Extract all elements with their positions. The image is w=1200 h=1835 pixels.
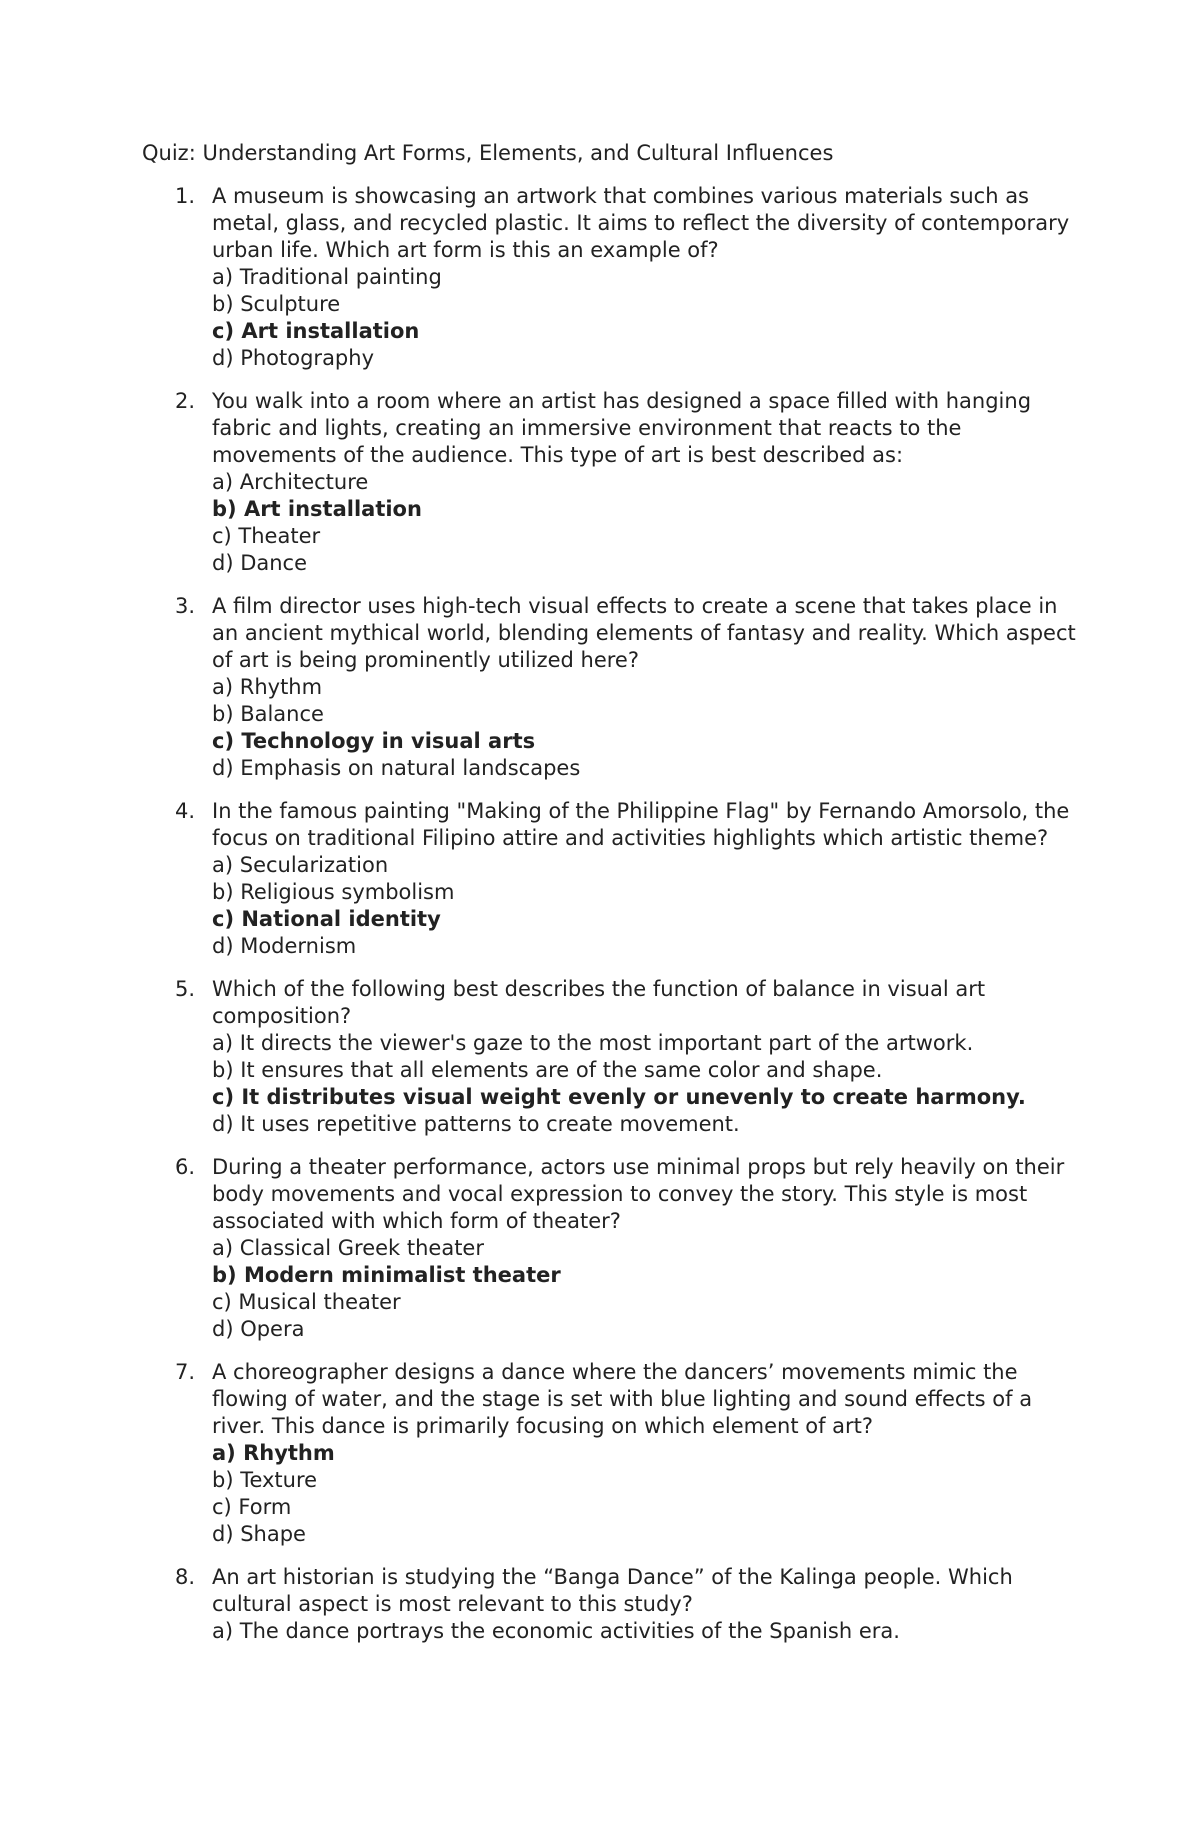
question-item <box>142 976 1082 1138</box>
question-item <box>142 1564 1082 1645</box>
answer-option: a) Architecture <box>212 470 369 494</box>
answer-option: b) Balance <box>212 702 324 726</box>
question-item <box>142 183 1082 372</box>
correct-answer-option: c) It distributes visual weight evenly or unevenly to create harmony. <box>212 1085 1026 1109</box>
question-number: 8. <box>175 1565 196 1589</box>
answer-option: b) Texture <box>212 1468 318 1492</box>
answer-option: a) Rhythm <box>212 675 323 699</box>
question-number: 1. <box>175 184 196 208</box>
answer-option: b) It ensures that all elements are of the same color and shape. <box>212 1058 883 1082</box>
answer-option: d) Emphasis on natural landscapes <box>212 756 581 780</box>
question-text: Which of the following best describes the function of balance in visual art composition? <box>212 977 986 1028</box>
question-number: 4. <box>175 799 196 823</box>
question-list <box>142 183 1082 1661</box>
question-item <box>142 593 1082 782</box>
question-text: A film director uses high-tech visual effects to create a scene that takes place in an ancient mythical world, blending elements of fantasy and reality. Which aspect of art is being prominently utilized here? <box>212 594 1076 672</box>
answer-options <box>212 852 1082 960</box>
answer-option: d) Photography <box>212 346 375 370</box>
correct-answer-option: b) Modern minimalist theater <box>212 1263 561 1287</box>
answer-option: c) Form <box>212 1495 292 1519</box>
question-item <box>142 1359 1082 1548</box>
question-number: 3. <box>175 594 196 618</box>
answer-option: a) The dance portrays the economic activities of the Spanish era. <box>212 1619 900 1643</box>
correct-answer-option: b) Art installation <box>212 497 422 521</box>
answer-option: c) Musical theater <box>212 1290 401 1314</box>
question-number: 7. <box>175 1360 196 1384</box>
answer-option: d) Modernism <box>212 934 357 958</box>
question-item <box>142 1154 1082 1343</box>
question-text: An art historian is studying the “Banga Dance” of the Kalinga people. Which cultural aspect is most relevant to this study? <box>212 1565 1013 1616</box>
answer-option: c) Theater <box>212 524 321 548</box>
answer-option: a) Secularization <box>212 853 389 877</box>
question-text: During a theater performance, actors use minimal props but rely heavily on their body movements and vocal expression to convey the story. This style is most associated with which form of theater? <box>212 1155 1065 1233</box>
correct-answer-option: c) Technology in visual arts <box>212 729 536 753</box>
answer-option: a) Classical Greek theater <box>212 1236 484 1260</box>
answer-option: b) Religious symbolism <box>212 880 455 904</box>
answer-option: d) Opera <box>212 1317 305 1341</box>
quiz-title: Quiz: Understanding Art Forms, Elements, and Cultural Influences <box>142 141 834 165</box>
question-text: A museum is showcasing an artwork that combines various materials such as metal, glass, and recycled plastic. It aims to reflect the diversity of contemporary urban life. Which art form is this an example of? <box>212 184 1070 262</box>
correct-answer-option: c) Art installation <box>212 319 420 343</box>
question-item <box>142 798 1082 960</box>
answer-options <box>212 469 1082 577</box>
answer-option: d) Dance <box>212 551 308 575</box>
answer-option: d) Shape <box>212 1522 306 1546</box>
answer-options <box>212 1618 1082 1645</box>
question-number: 5. <box>175 977 196 1001</box>
question-text: In the famous painting "Making of the Philippine Flag" by Fernando Amorsolo, the focus on traditional Filipino attire and activities highlights which artistic theme? <box>212 799 1070 850</box>
correct-answer-option: c) National identity <box>212 907 441 931</box>
question-item <box>142 388 1082 577</box>
answer-option: a) Traditional painting <box>212 265 442 289</box>
answer-options <box>212 1235 1082 1343</box>
answer-option: a) It directs the viewer's gaze to the most important part of the artwork. <box>212 1031 974 1055</box>
correct-answer-option: a) Rhythm <box>212 1441 335 1465</box>
answer-options <box>212 674 1082 782</box>
question-number: 6. <box>175 1155 196 1179</box>
answer-option: b) Sculpture <box>212 292 341 316</box>
answer-options <box>212 1030 1082 1138</box>
question-text: You walk into a room where an artist has designed a space filled with hanging fabric and lights, creating an immersive environment that reacts to the movements of the audience. This type of art is best described as: <box>212 389 1032 467</box>
question-text: A choreographer designs a dance where the dancers’ movements mimic the flowing of water, and the stage is set with blue lighting and sound effects of a river. This dance is primarily focusing on which element of art? <box>212 1360 1033 1438</box>
answer-options <box>212 1440 1082 1548</box>
question-number: 2. <box>175 389 196 413</box>
answer-option: d) It uses repetitive patterns to create movement. <box>212 1112 740 1136</box>
answer-options <box>212 264 1082 372</box>
